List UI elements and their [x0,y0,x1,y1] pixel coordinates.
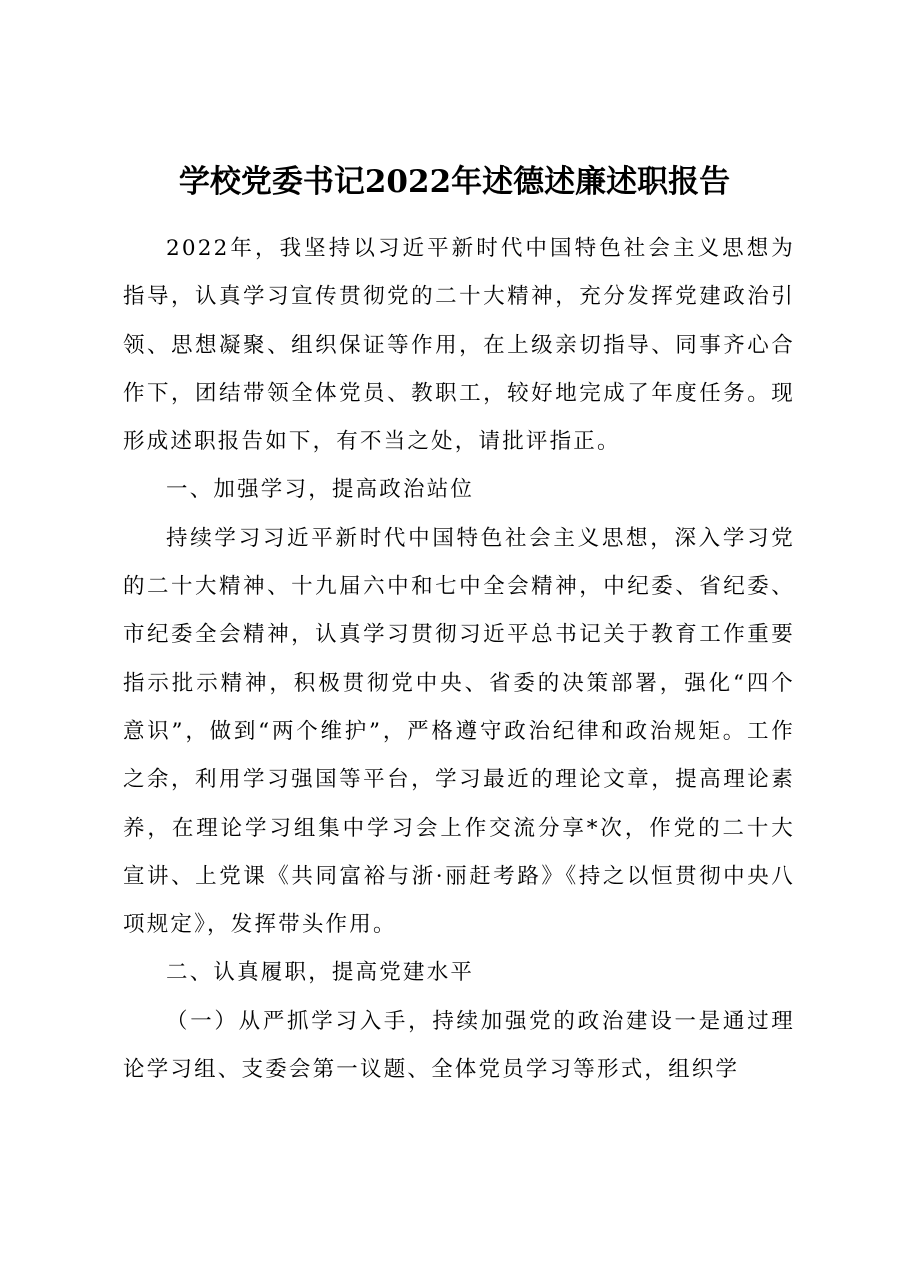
paragraph-section-2-1: （一）从严抓学习入手，持续加强党的政治建设一是通过理论学习组、支委会第一议题、全体党员学习等形式，组织学 [123,1008,795,1083]
section-heading-2: 二、认真履职，提高党建水平 [166,960,475,986]
document-title: 学校党委书记2022年述德述廉述职报告 [178,164,731,200]
section-heading-1: 一、加强学习，提高政治站位 [166,477,475,503]
paragraph-intro: 2022年，我坚持以习近平新时代中国特色社会主义思想为指导，认真学习宣传贯彻党的二十大精神，充分发挥党建政治引领、思想凝聚、组织保证等作用，在上级亲切指导、同事齐心合作下，团结带领全体党员、教职工，较好地完成了年度任务。现形成述职报告如下，有不当之处，请批评指正。 [123,236,795,455]
paragraph-section-1: 持续学习习近平新时代中国特色社会主义思想，深入学习党的二十大精神、十九届六中和七中全会精神，中纪委、省纪委、市纪委全会精神，认真学习贯彻习近平总书记关于教育工作重要指示批示精神，积极贯彻党中央、省委的决策部署，强化“四个意识”，做到“两个维护”，严格遵守政治纪律和政治规矩。工作之余，利用学习强国等平台，学习最近的理论文章，提高理论素养，在理论学习组集中学习会上作交流分享*次，作党的二十大宣讲、上党课《共同富裕与浙·丽赶考路》《持之以恒贯彻中央八项规定》，发挥带头作用。 [123,525,795,938]
document-body [123,225,795,1094]
